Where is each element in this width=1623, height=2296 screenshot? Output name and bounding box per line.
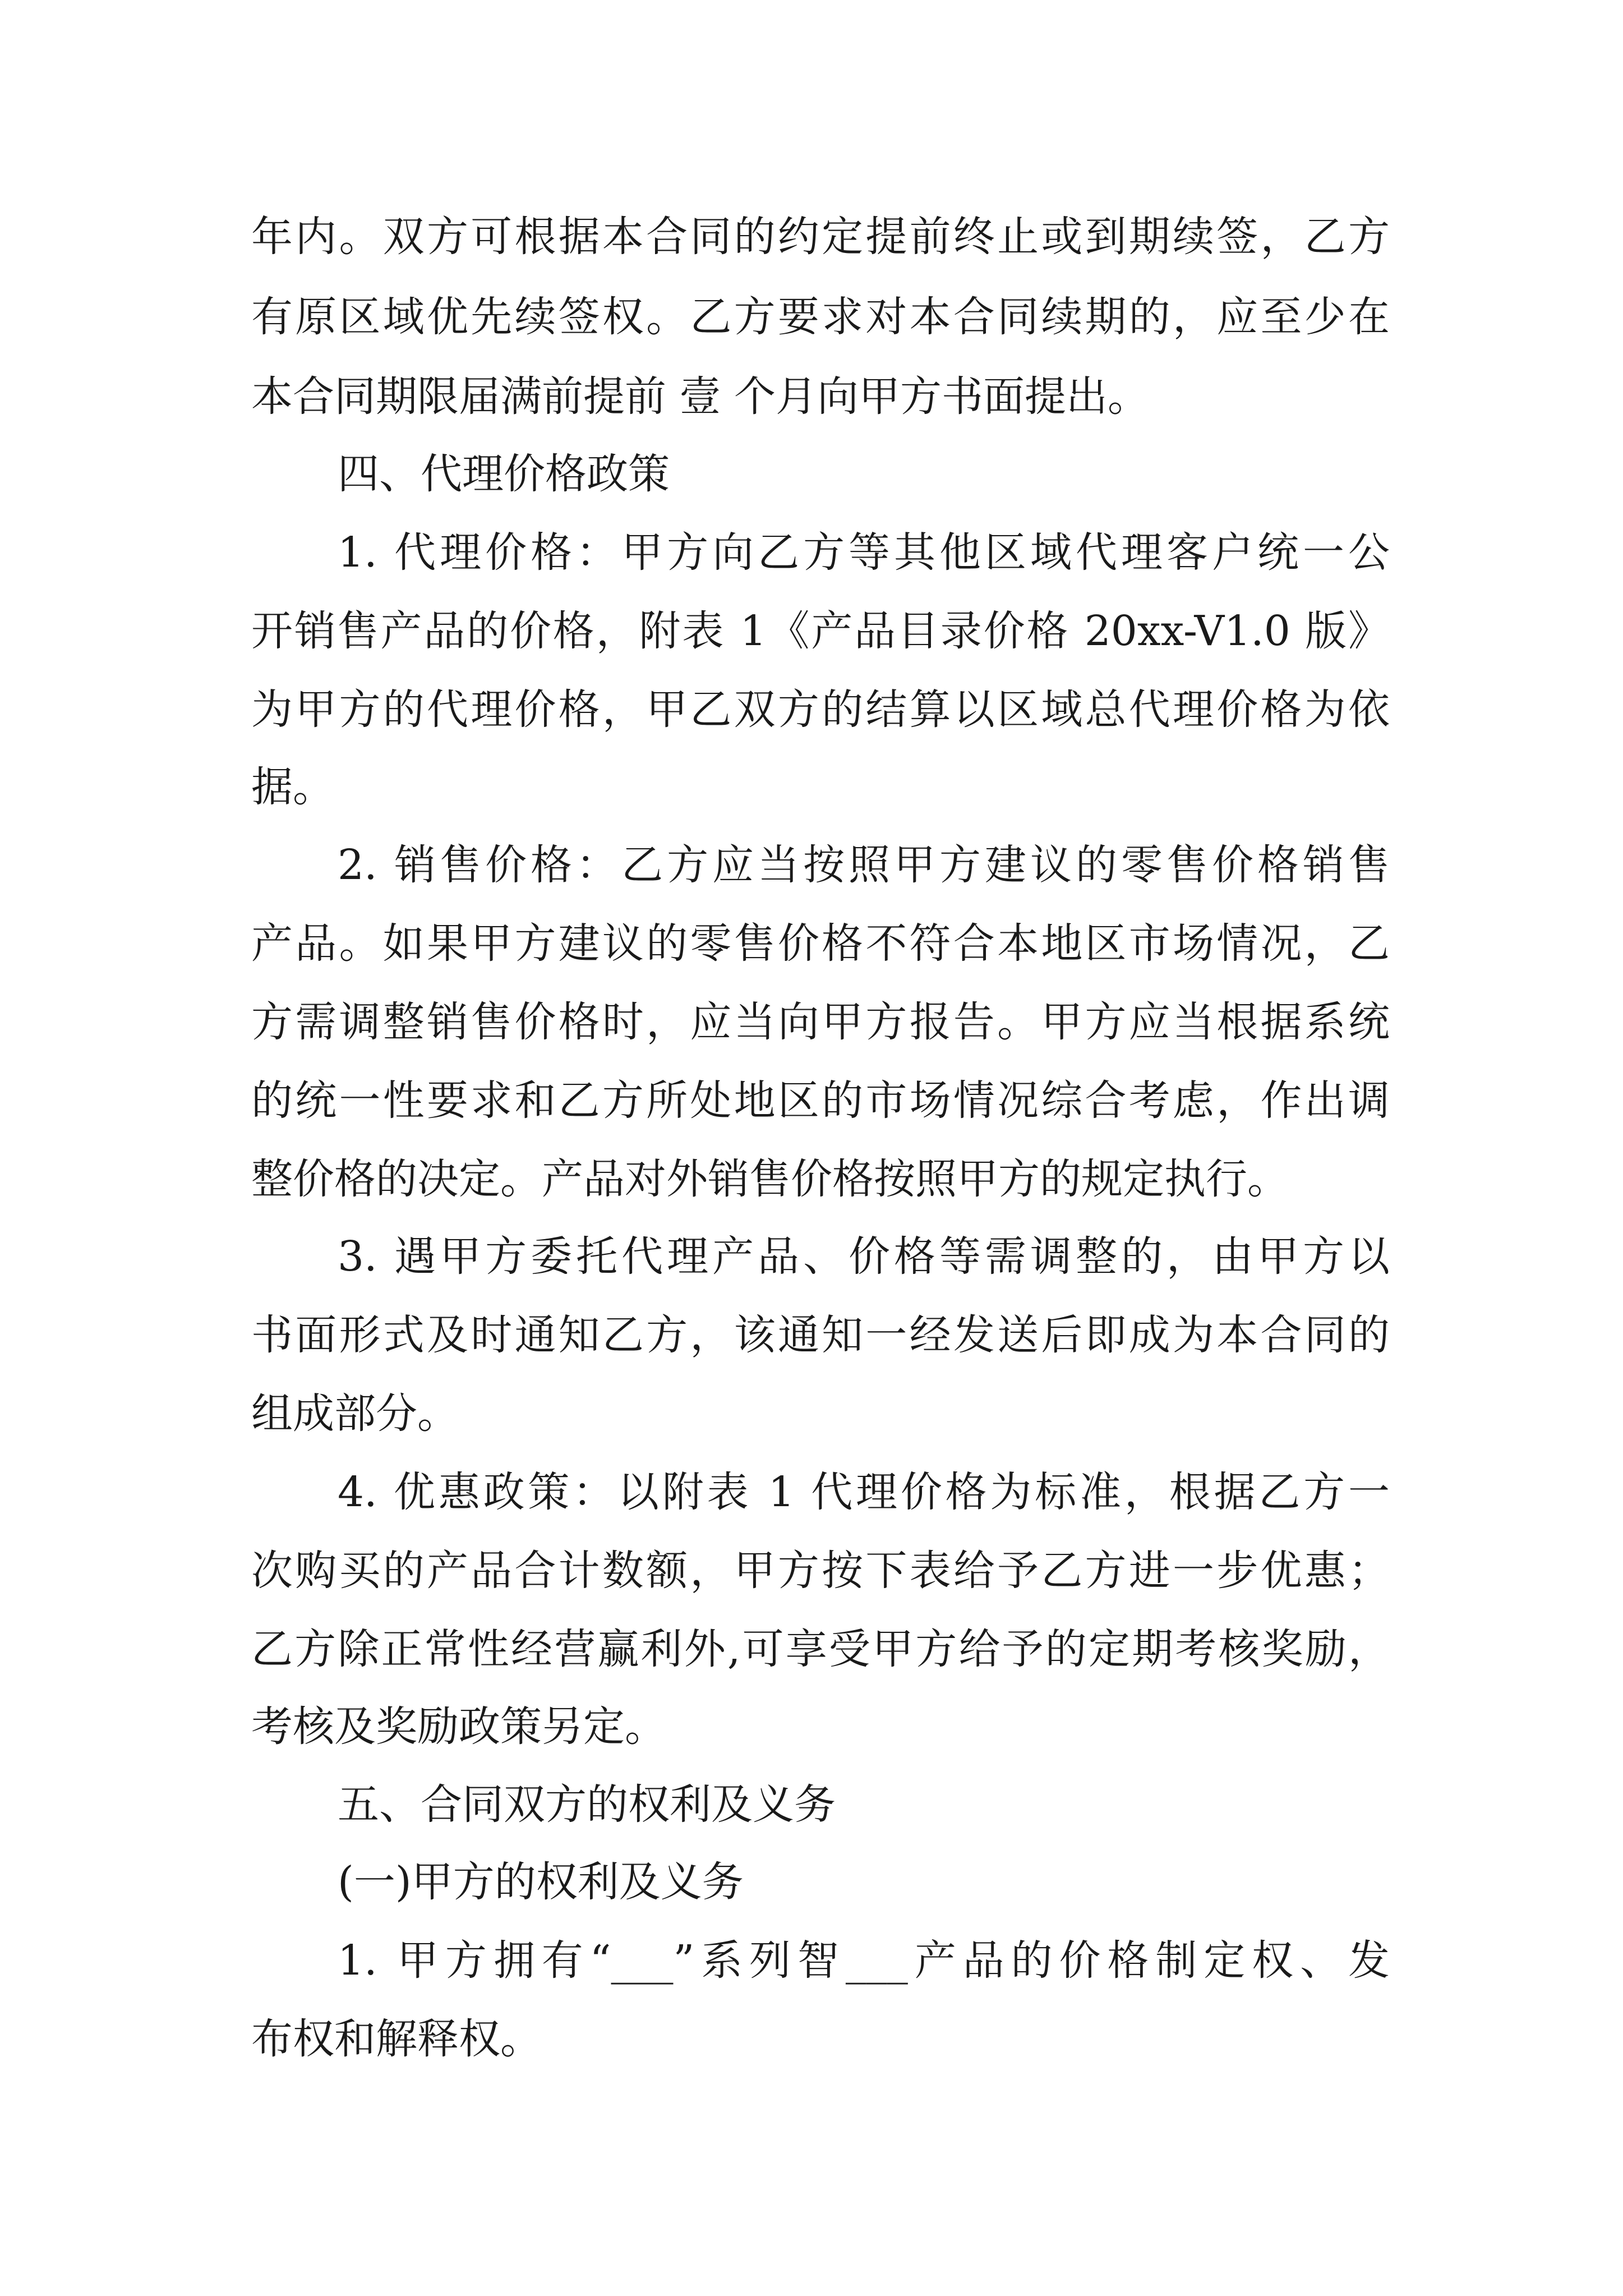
text-line: 考核及奖励政策另定。	[251, 1703, 666, 1751]
text-line: 书面形式及时通知乙方，该通知一经发送后即成为本合同的	[251, 1311, 1390, 1359]
text-line: 3. 遇甲方委托代理产品、价格等需调整的，由甲方以	[338, 1232, 1390, 1281]
section-heading: 五、合同双方的权利及义务	[338, 1780, 836, 1829]
text-line: 开销售产品的价格，附表 1《产品目录价格 20xx-V1.0 版》	[251, 607, 1390, 655]
subsection-heading: (一)甲方的权利及义务	[338, 1858, 744, 1906]
text-line: 为甲方的代理价格，甲乙双方的结算以区域总代理价格为依	[251, 685, 1390, 734]
text-line: 2. 销售价格：乙方应当按照甲方建议的零售价格销售	[338, 841, 1390, 889]
text-line: 4. 优惠政策：以附表 1 代理价格为标准，根据乙方一	[338, 1468, 1390, 1516]
text-line: 组成部分。	[251, 1389, 459, 1438]
section-heading: 四、代理价格政策	[338, 450, 670, 498]
text-line: 乙方除正常性经营赢利外,可享受甲方给予的定期考核奖励，	[251, 1625, 1390, 1673]
text-line: 1. 代理价格：甲方向乙方等其他区域代理客户统一公	[338, 528, 1390, 577]
text-line: 本合同期限届满前提前 壹 个月向甲方书面提出。	[251, 372, 1150, 421]
text-line: 有原区域优先续签权。乙方要求对本合同续期的，应至少在	[251, 293, 1390, 341]
text-line: 整价格的决定。产品对外销售价格按照甲方的规定执行。	[251, 1155, 1289, 1203]
text-line: 次购买的产品合计数额，甲方按下表给予乙方进一步优惠；	[251, 1547, 1390, 1595]
text-line: 据。	[251, 763, 334, 811]
text-line: 方需调整销售价格时，应当向甲方报告。甲方应当根据系统	[251, 998, 1390, 1046]
text-line: 的统一性要求和乙方所处地区的市场情况综合考虑，作出调	[251, 1076, 1390, 1125]
text-line: 产品。如果甲方建议的零售价格不符合本地区市场情况，乙	[251, 919, 1390, 968]
text-line: 年内。双方可根据本合同的约定提前终止或到期续签，乙方	[251, 213, 1390, 261]
text-line: 1. 甲方拥有“___”系列智___产品的价格制定权、发	[338, 1936, 1390, 1985]
text-line: 布权和解释权。	[251, 2015, 542, 2063]
